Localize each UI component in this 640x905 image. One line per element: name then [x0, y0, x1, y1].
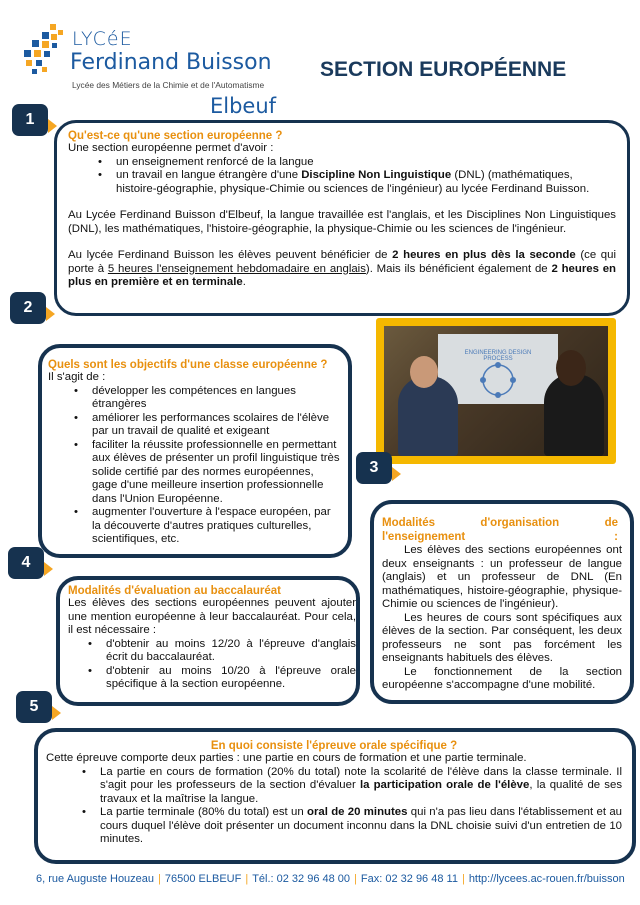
list-item: • La partie en cours de formation (20% du total) note la scolarité de l'élève dans la classe terminale. Il s'agit pour les professeurs de la section d'évaluer la participation orale de l'élève, la qualité de ses travaux et la maîtrise la langue. [82, 766, 622, 807]
section-2-intro: Il s'agit de : [48, 371, 106, 383]
section-3-heading: Modalités d'organisation de l'enseignement : [382, 517, 618, 543]
section-3-paragraph: Les heures de cours sont spécifiques aux élèves de la section. Par conséquent, les deux professeurs ne sont pas forcément les enseignants habituels des élèves. [382, 611, 622, 664]
section-4-intro: Les élèves des sections européennes peuvent ajouter une mention européenne à leur baccalauréat. Pour cela, il est nécessaire : [68, 597, 356, 636]
student-right-silhouette [544, 374, 604, 456]
logo-school-name: Ferdinand Buisson [70, 50, 272, 75]
list-item: • développer les compétences en langues étrangères [74, 385, 340, 412]
section-4-number: 4 [8, 547, 44, 579]
list-item: • d'obtenir au moins 12/20 à l'épreuve d'anglais écrit du baccalauréat. [88, 638, 356, 665]
list-item: • d'obtenir au moins 10/20 à l'épreuve orale spécifique à la section européenne. [88, 665, 356, 692]
section-1-paragraph: Au lycée Ferdinand Buisson les élèves peuvent bénéficier de 2 heures en plus dès la seconde (ce qui porte à 5 heures l'enseignement hebdomadaire en anglais). Mais ils bénéficient également de 2 heures en plus en première et en terminale. [68, 249, 617, 288]
section-3-content [382, 517, 622, 693]
list-item: • faciliter la réussite professionnelle en permettant aux élèves de présenter un profil linguistique très solide certifié par des normes européennes, gage d'une meilleure insertion professionnelle dans l'Union Européenne. [74, 439, 340, 507]
student-left-head [410, 356, 438, 388]
section-1-heading: Qu'est-ce qu'une section européenne ? [68, 130, 283, 142]
photo-scene [384, 326, 608, 456]
section-5-list [46, 766, 622, 847]
page-title: SECTION EUROPÉENNE [320, 58, 567, 81]
section-3-number: 3 [356, 452, 392, 484]
screen-caption: ENGINEERING DESIGN PROCESS [464, 350, 532, 362]
logo-subtitle: Lycée des Métiers de la Chimie et de l'Automatisme [72, 80, 265, 90]
footer: 6, rue Auguste Houzeau | 76500 ELBEUF | Tél.: 02 32 96 48 00 | Fax: 02 32 96 48 11 | http://lycees.ac-rouen.fr/buisson [36, 873, 625, 885]
list-item: • un travail en langue étrangère d'une Discipline Non Linguistique (DNL) (mathématiques, histoire-géographie, physique-Chimie ou sciences de l'ingénieur) au lycée Ferdinand Buisson. [98, 169, 616, 196]
section-5-number: 5 [16, 691, 52, 723]
list-item: • augmenter l'ouverture à l'espace européen, par la découverte d'autres pratiques culturelles, scientifiques, etc. [74, 506, 340, 547]
section-4-list [68, 638, 356, 692]
student-left-silhouette [398, 376, 458, 456]
section-4-content [68, 585, 356, 692]
list-item: • un enseignement renforcé de la langue [98, 156, 616, 170]
section-5-content [46, 740, 622, 847]
section-1-content [68, 130, 616, 290]
logo-dots-icon [20, 22, 70, 82]
section-5-heading: En quoi consiste l'épreuve orale spécifique ? [210, 740, 458, 752]
section-3-paragraph: Le fonctionnement de la section européenne s'accompagne d'une mobilité. [382, 665, 622, 691]
list-item: • La partie terminale (80% du total) est un oral de 20 minutes qui n'a pas lieu dans l'établissement et au cours duquel l'élève doit présenter un document inconnu dans la DNL choisie suivi d'un entretien de 10 minutes. [82, 806, 622, 847]
section-2-number: 2 [10, 292, 46, 324]
footer-phone: Tél.: 02 32 96 48 00 [252, 873, 351, 885]
footer-website-link[interactable]: http://lycees.ac-rouen.fr/buisson [468, 873, 625, 885]
process-diagram-icon [468, 360, 528, 400]
section-1-paragraph: Au Lycée Ferdinand Buisson d'Elbeuf, la langue travaillée est l'anglais, et les Disciplines Non Linguistiques (DNL), les mathématiques, l'histoire-géographie, la physique-Chimie ou les sciences de l'ingénieur. [68, 209, 616, 235]
section-5-intro: Cette épreuve comporte deux parties : une partie en cours de formation et une partie terminale. [46, 752, 527, 764]
section-2-heading: Quels sont les objectifs d'une classe européenne ? [48, 359, 328, 371]
footer-fax: Fax: 02 32 96 48 11 [360, 873, 458, 885]
classroom-photo [376, 318, 616, 464]
section-1-intro: Une section européenne permet d'avoir : [68, 142, 274, 154]
section-3-paragraph: Les élèves des sections européennes ont deux enseignants : un professeur de langue (anglais) et un professeur de DNL (En mathématiques, histoire-géographie, physique-Chimie ou sciences de l'ingénieur). [382, 544, 622, 610]
section-1-number: 1 [12, 104, 48, 136]
logo-city: Elbeuf [210, 94, 277, 118]
student-right-head [556, 350, 586, 386]
section-1-list [68, 156, 616, 197]
section-4-heading: Modalités d'évaluation au baccalauréat [68, 585, 281, 597]
footer-address: 6, rue Auguste Houzeau [36, 873, 155, 885]
section-2-list [48, 385, 340, 547]
footer-postcode: 76500 ELBEUF [164, 873, 242, 885]
section-2-content [48, 359, 340, 547]
list-item: • améliorer les performances scolaires de l'élève par un travail de qualité et exigeant [74, 412, 340, 439]
logo-lycee: LYCéE [72, 28, 133, 50]
